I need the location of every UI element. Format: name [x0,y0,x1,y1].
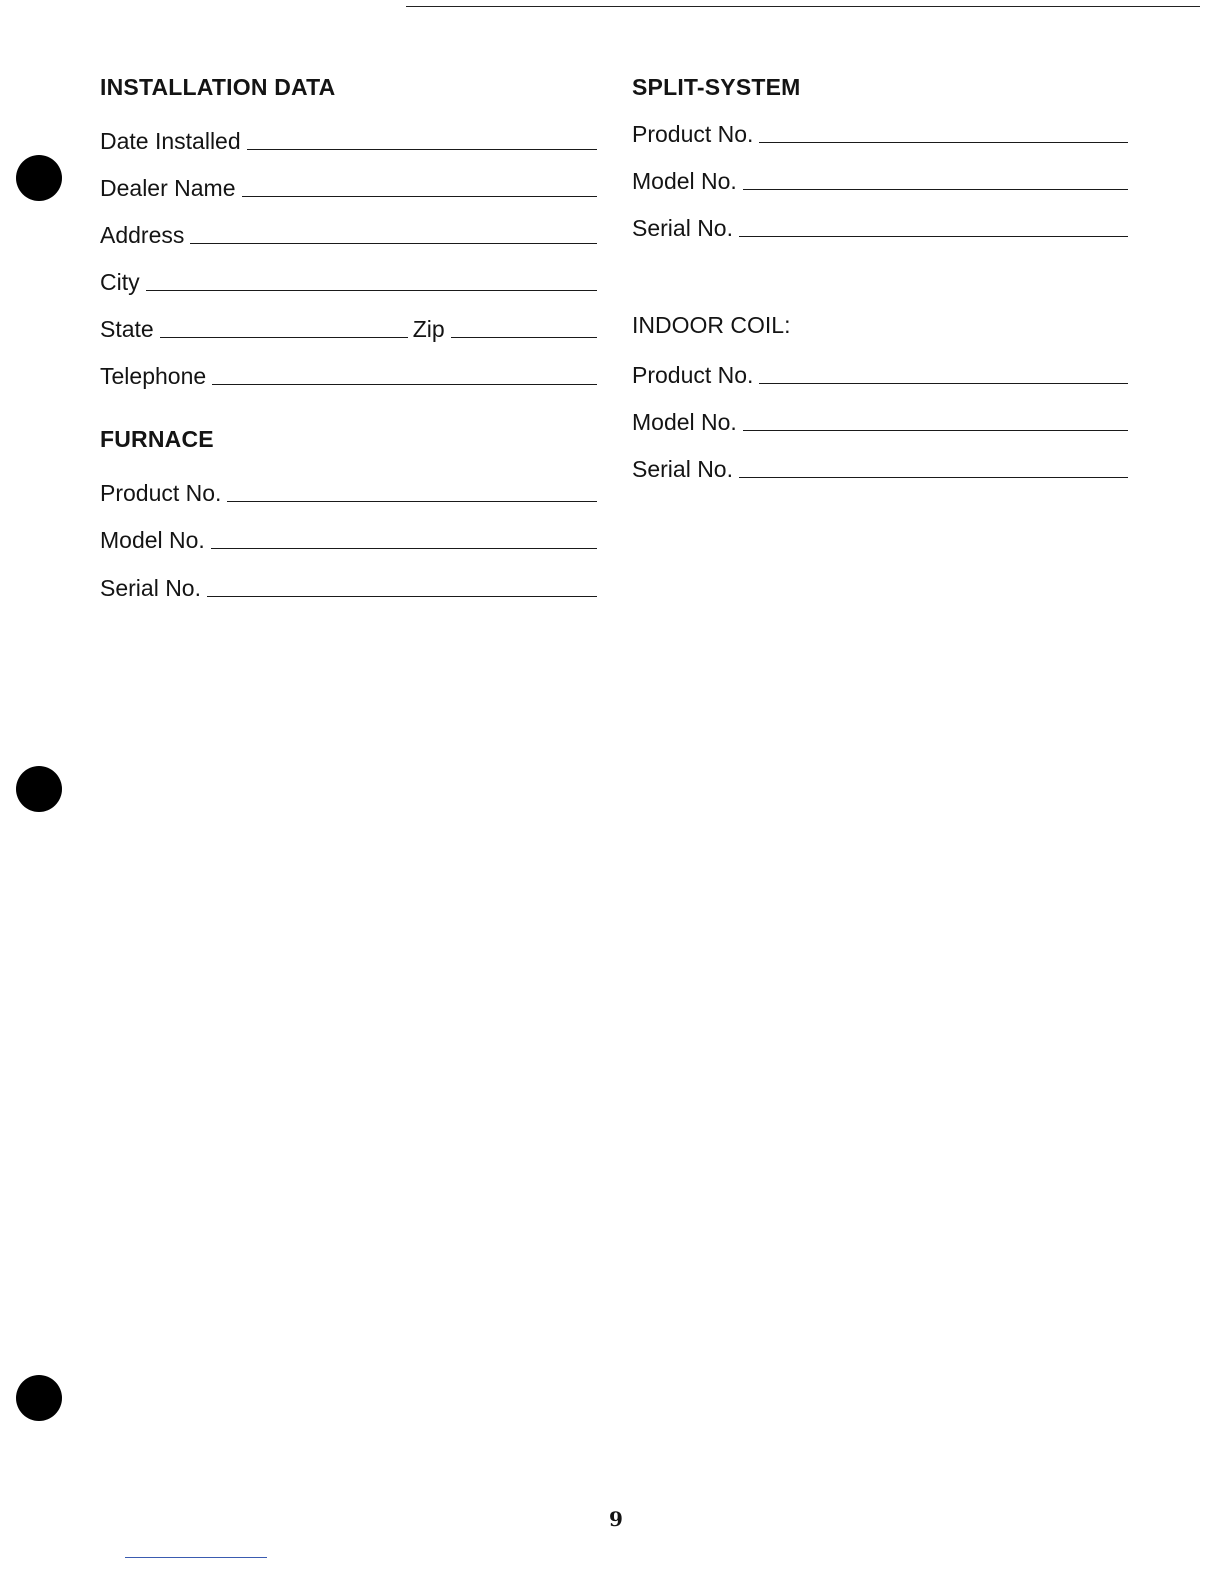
coil-model-no-label: Model No. [632,409,737,435]
city-blank[interactable] [146,290,597,291]
telephone-blank[interactable] [212,384,597,385]
coil-model-no-blank[interactable] [743,430,1128,431]
page-number: 9 [609,1507,623,1531]
zip-blank[interactable] [451,337,597,338]
coil-product-no-field[interactable] [632,362,1128,389]
state-label: State [100,316,154,342]
binder-hole-bottom [16,1375,62,1421]
date-installed-blank[interactable] [247,149,597,150]
split-product-no-blank[interactable] [759,142,1128,143]
furnace-model-no-label: Model No. [100,527,205,553]
binder-hole-top [16,155,62,201]
coil-serial-no-blank[interactable] [739,477,1128,478]
furnace-product-no-label: Product No. [100,480,222,506]
top-rule [406,6,1200,7]
state-blank[interactable] [160,337,408,338]
installation-data-heading: INSTALLATION DATA [100,74,336,100]
telephone-label: Telephone [100,363,207,389]
furnace-model-no-field[interactable] [100,527,597,554]
furnace-serial-no-label: Serial No. [100,575,201,601]
coil-product-no-label: Product No. [632,362,754,388]
city-label: City [100,269,140,295]
coil-product-no-blank[interactable] [759,383,1128,384]
coil-serial-no-field[interactable] [632,456,1128,483]
split-serial-no-blank[interactable] [739,236,1128,237]
split-model-no-label: Model No. [632,168,737,194]
bottom-rule [125,1557,267,1558]
indoor-coil-heading: INDOOR COIL: [632,312,791,338]
split-product-no-label: Product No. [632,121,754,147]
city-field[interactable] [100,269,597,296]
furnace-serial-no-blank[interactable] [207,596,597,597]
split-serial-no-field[interactable] [632,215,1128,242]
split-system-heading: SPLIT-SYSTEM [632,74,801,100]
split-product-no-field[interactable] [632,121,1128,148]
address-label: Address [100,222,185,248]
zip-label: Zip [412,316,445,342]
coil-model-no-field[interactable] [632,409,1128,436]
date-installed-field[interactable] [100,128,597,155]
furnace-model-no-blank[interactable] [211,548,597,549]
address-field[interactable] [100,222,597,249]
telephone-field[interactable] [100,363,597,390]
coil-serial-no-label: Serial No. [632,456,733,482]
furnace-serial-no-field[interactable] [100,575,597,602]
dealer-name-blank[interactable] [242,196,598,197]
furnace-product-no-field[interactable] [100,480,597,507]
dealer-name-label: Dealer Name [100,175,236,201]
address-blank[interactable] [190,243,597,244]
furnace-heading: FURNACE [100,426,214,452]
binder-hole-middle [16,766,62,812]
split-serial-no-label: Serial No. [632,215,733,241]
split-model-no-blank[interactable] [743,189,1128,190]
date-installed-label: Date Installed [100,128,241,154]
furnace-product-no-blank[interactable] [227,501,597,502]
dealer-name-field[interactable] [100,175,597,202]
split-model-no-field[interactable] [632,168,1128,195]
state-zip-field[interactable] [100,316,597,343]
